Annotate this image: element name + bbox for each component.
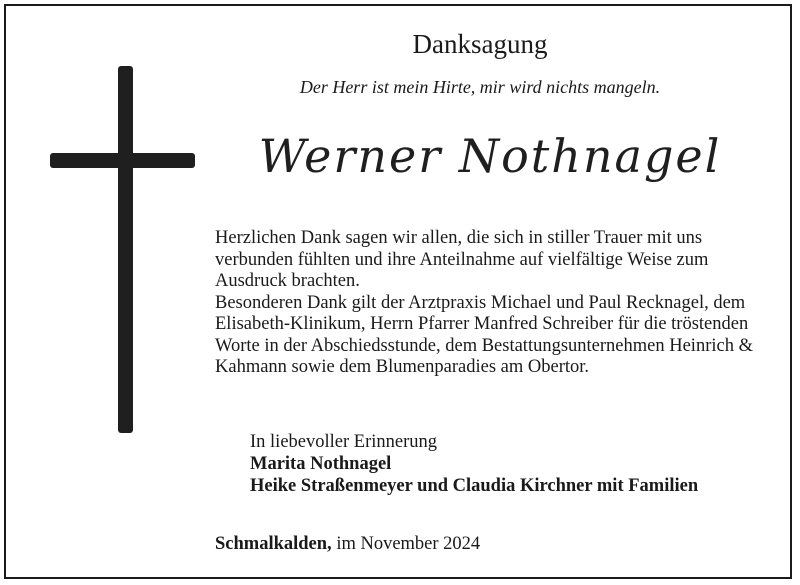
memory-intro: In liebevoller Erinnerung [250,432,437,452]
thanks-paragraph-special: Besonderen Dank gilt der Arztpraxis Michael und Paul Recknagel, dem Elisabeth-Klinikum, Herrn Pfarrer Manfred Schreiber für die tröstenden Worte in der Abschiedsstunde, dem Bestattungsunternehmen Heinrich & Kahmann sowie dem Blumenparadies am Obertor. [215,292,753,377]
date: im November 2024 [336,534,481,554]
cross-vertical-bar [118,66,133,433]
place-date-line [215,533,615,555]
notice-title: Danksagung [412,29,548,59]
place: Schmalkalden, [215,534,332,554]
mourner-name: Marita Nothnagel [250,454,392,474]
cross-horizontal-bar [50,153,195,168]
bible-quote: Der Herr ist mein Hirte, mir wird nichts mangeln. [299,77,661,97]
memory-section [250,431,770,497]
mourner-families: Heike Straßenmeyer und Claudia Kirchner mit Familien [250,476,699,496]
thanks-text [215,228,775,379]
thanks-paragraph-general: Herzlichen Dank sagen wir allen, die sich in stiller Trauer mit uns verbunden fühlten und ihre Anteilnahme auf vielfältige Weise zum Ausdruck brachten. [215,228,709,291]
deceased-name: Werner Nothnagel [258,129,722,183]
